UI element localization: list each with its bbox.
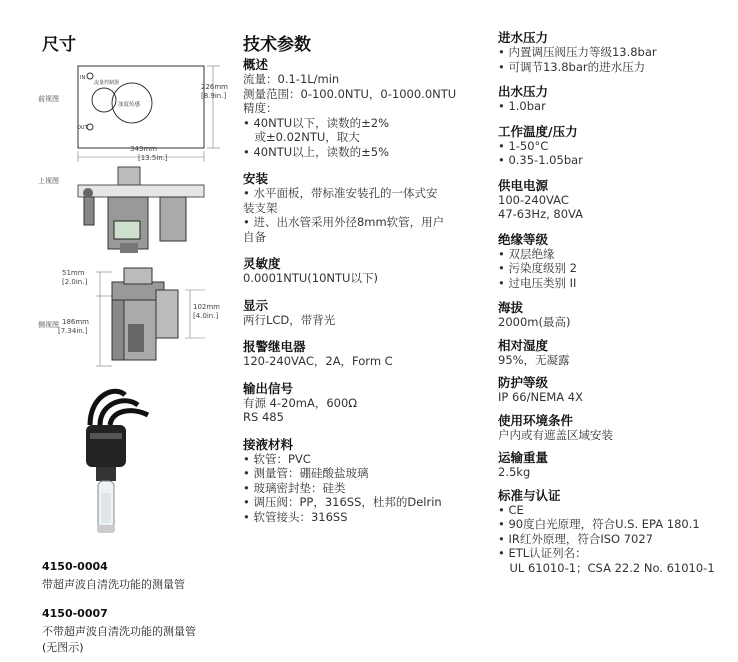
spec-section — [498, 488, 736, 576]
spec-value: IP 66/NEMA 4X — [498, 390, 583, 404]
product-desc-1: 带超声波自清洗功能的测量管 — [42, 578, 185, 591]
spec-value: 户内或有遮盖区域安装 — [498, 427, 613, 442]
spec-value: • 90度白光原理，符合U.S. EPA 180.1 — [498, 517, 736, 532]
spec-section — [498, 450, 736, 480]
spec-value: • 过电压类别 II — [498, 276, 736, 291]
spec-heading: 绝缘等级 — [498, 231, 549, 247]
spec-value: 自备 — [243, 229, 266, 244]
spec-value: 精度： — [243, 101, 278, 115]
spec-section — [498, 300, 736, 330]
spec-value: 2.5kg — [498, 465, 531, 479]
spec-value: 测量范围：0-100.0NTU，0-1000.0NTU — [243, 86, 457, 101]
spec-heading: 安装 — [243, 171, 269, 186]
height-dim: 226mm — [201, 83, 228, 91]
spec-value: • 0.35-1.05bar — [498, 153, 736, 168]
spec-value: 两行LCD，带背光 — [243, 312, 336, 327]
spec-section — [243, 256, 483, 286]
spec-section — [243, 298, 483, 328]
spec-value: 装支架 — [243, 200, 278, 215]
spec-value: 95%，无凝露 — [498, 352, 570, 367]
width-dim: 343mm — [130, 145, 157, 153]
spec-value: • 内置调压阀压力等级13.8bar — [498, 45, 736, 60]
spec-heading: 相对湿度 — [498, 337, 549, 353]
spec-heading: 灵敏度 — [243, 256, 281, 271]
spec-value: 有源 4-20mA，600Ω — [243, 395, 358, 410]
spec-value: • CE — [498, 503, 736, 518]
product-desc-2-note: (无图示) — [42, 641, 84, 654]
spec-column-middle — [243, 57, 483, 524]
spec-value: • 双层绝缘 — [498, 247, 736, 262]
spec-value: 或±0.02NTU，取大 — [243, 130, 360, 144]
spec-section — [498, 413, 736, 443]
spec-heading: 供电电源 — [498, 177, 549, 193]
height-dim-in: [8.9in.] — [201, 92, 227, 100]
spec-value: • 1-50°C — [498, 139, 736, 154]
dim-51-in: [2.0in.] — [62, 278, 88, 286]
spec-value: 47-63Hz, 80VA — [498, 207, 584, 221]
spec-section — [243, 339, 483, 369]
spec-value: • 玻璃密封垫：硅类 — [243, 481, 483, 496]
spec-heading: 报警继电器 — [243, 339, 306, 354]
spec-value: • 测量管：硼硅酸盐玻璃 — [243, 466, 483, 481]
spec-value: • 可调节13.8bar的进水压力 — [498, 60, 736, 75]
spec-heading: 进水压力 — [498, 30, 549, 45]
spec-value: • 软管：PVC — [243, 452, 483, 467]
spec-section — [498, 84, 736, 114]
spec-value: • 污染度级别 2 — [498, 261, 736, 276]
spec-title: 技术参数 — [243, 35, 311, 55]
controller-label: 流量控制器 — [94, 80, 120, 86]
spec-section — [243, 437, 483, 525]
front-view-label: 前视图 — [38, 95, 59, 103]
dim-102: 102mm — [193, 303, 220, 311]
spec-heading: 概述 — [243, 57, 269, 72]
spec-value: 100-240VAC — [498, 192, 569, 207]
spec-section — [243, 171, 483, 244]
spec-value: • IR红外原理，符合ISO 7027 — [498, 532, 736, 547]
dimensions-title: 尺寸 — [42, 35, 76, 55]
spec-section — [243, 381, 483, 425]
dim-186-in: [7.34in.] — [58, 327, 88, 335]
spec-heading: 出水压力 — [498, 84, 549, 99]
product-desc-2: 不带超声波自清洗功能的测量管 — [42, 625, 196, 638]
spec-heading: 接液材料 — [243, 436, 294, 452]
spec-heading: 工作温度/压力 — [498, 123, 578, 139]
spec-heading: 海拔 — [498, 300, 524, 315]
spec-section — [498, 338, 736, 368]
spec-heading: 防护等级 — [498, 375, 549, 390]
spec-value: • 水平面板，带标准安装孔的一体式安 — [243, 186, 483, 201]
spec-heading: 使用环境条件 — [498, 412, 574, 428]
spec-value: • 40NTU以下，读数的±2% — [243, 116, 483, 131]
spec-section — [498, 178, 736, 222]
product-code-2: 4150-0007 — [42, 607, 108, 620]
top-view-drawing — [70, 163, 220, 258]
spec-heading: 显示 — [243, 297, 269, 313]
spec-section — [498, 30, 736, 74]
spec-section — [498, 232, 736, 291]
spec-heading: 运输重量 — [498, 450, 549, 465]
spec-value: • 软管接头：316SS — [243, 510, 483, 525]
spec-column-right — [498, 30, 736, 575]
spec-value: • 1.0bar — [498, 99, 736, 114]
dim-51: 51mm — [62, 269, 85, 277]
spec-value: RS 485 — [243, 410, 284, 424]
spec-heading: 输出信号 — [243, 380, 294, 396]
dim-186: 186mm — [62, 318, 89, 326]
dim-102-in: [4.0in.] — [193, 312, 219, 320]
sensor-label: 浊度传感 — [118, 102, 141, 108]
spec-value: 0.0001NTU(10NTU以下) — [243, 271, 378, 285]
side-view-label: 侧视图 — [38, 321, 59, 329]
spec-section — [243, 57, 483, 159]
spec-value: 120-240VAC，2A，Form C — [243, 354, 393, 368]
product-code-1: 4150-0004 — [42, 560, 108, 573]
top-view-label: 上视图 — [38, 177, 59, 185]
spec-value: UL 61010-1；CSA 22.2 No. 61010-1 — [498, 560, 715, 575]
spec-value: • 40NTU以上，读数的±5% — [243, 145, 483, 160]
in-label: IN — [80, 75, 86, 81]
out-label: OUT — [77, 125, 88, 131]
spec-value: 2000m(最高) — [498, 315, 571, 329]
spec-value: 流量：0.1-1L/min — [243, 72, 340, 86]
spec-heading: 标准与认证 — [498, 487, 561, 503]
spec-value: • 调压阀：PP，316SS，杜邦的Delrin — [243, 495, 483, 510]
width-dim-in: [13.5in.] — [138, 154, 168, 162]
spec-section — [498, 124, 736, 168]
spec-section — [498, 375, 736, 405]
measurement-tube-image — [70, 375, 160, 555]
spec-value: • ETL认证列名： — [498, 546, 736, 561]
spec-value: • 进、出水管采用外径8mm软管，用户 — [243, 215, 483, 230]
